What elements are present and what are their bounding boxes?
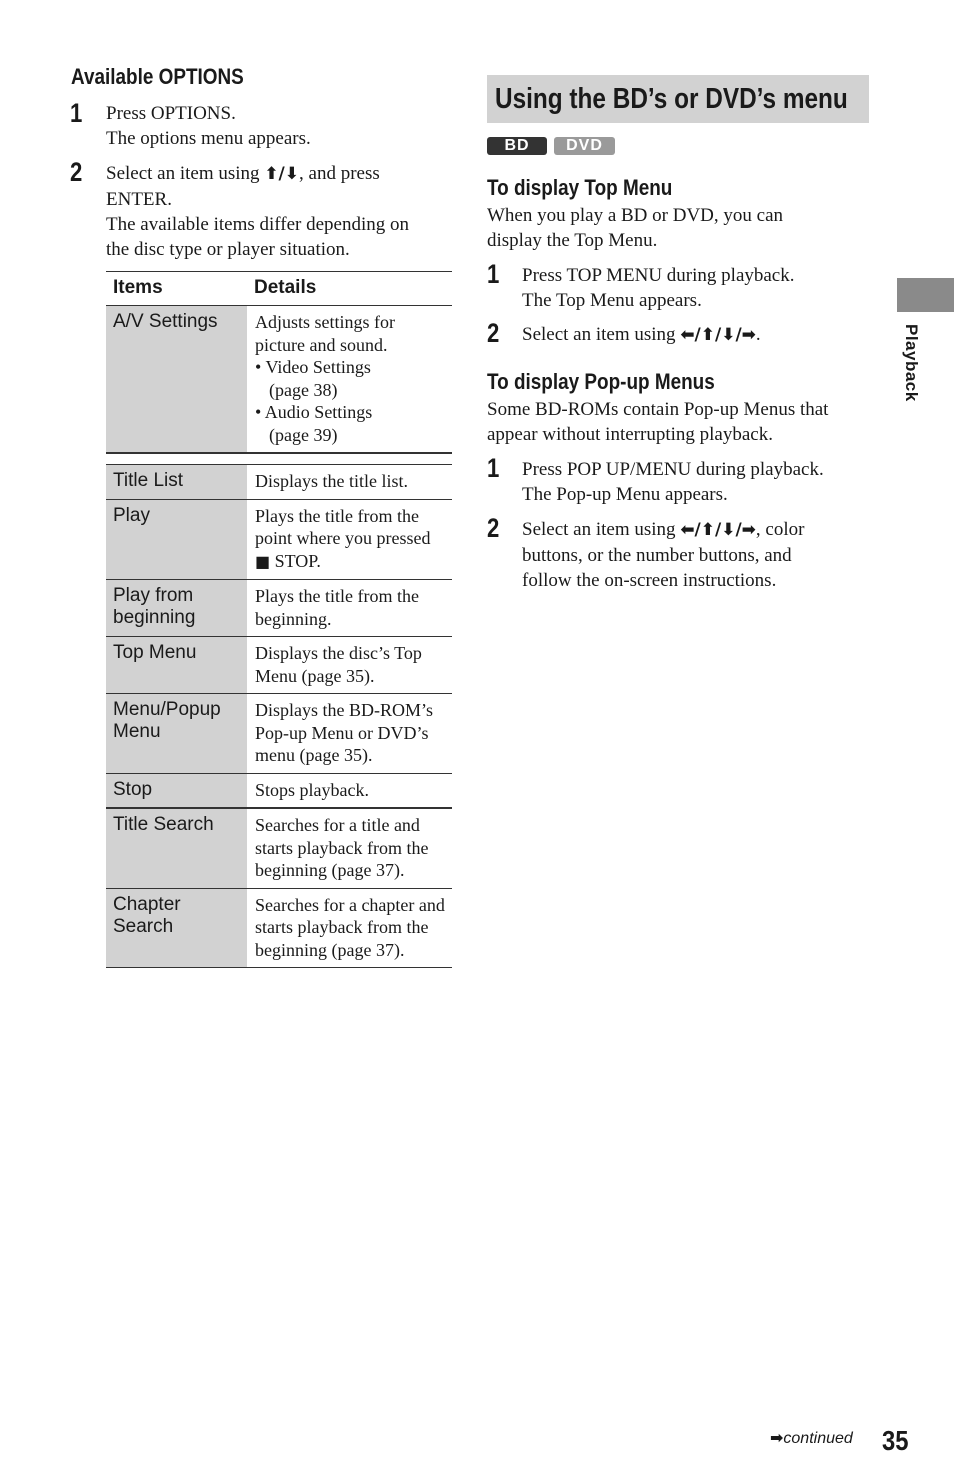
step-text: Select an item using ⬅/⬆/⬇/➡. — [522, 324, 761, 345]
step-text: Press TOP MENU during playback. The Top Menu appears. — [522, 265, 795, 311]
direction-arrows-icon: ⬅/⬆/⬇/➡ — [680, 325, 756, 345]
table-cell-item: A/V Settings — [106, 306, 247, 454]
header-details: Details — [247, 272, 452, 306]
table-cell-item: Menu/Popup Menu — [106, 694, 247, 774]
step-text: Select an item using ⬅/⬆/⬇/➡, color buttons, or the number buttons, and follow the on-screen instructions. — [522, 519, 805, 591]
table-row — [106, 465, 452, 500]
step-number: 1 — [487, 259, 500, 289]
table-cell-detail: Searches for a title and starts playback from the beginning (page 37). — [247, 808, 452, 888]
step-number: 1 — [487, 453, 500, 483]
table-cell-detail: Searches for a chapter and starts playback from the beginning (page 37). — [247, 888, 452, 968]
table-row — [106, 808, 452, 888]
table-cell-item: Title Search — [106, 808, 247, 888]
table-cell-item: Top Menu — [106, 637, 247, 694]
table-cell-detail: Displays the BD-ROM’s Pop-up Menu or DVD’s menu (page 35). — [247, 694, 452, 774]
table-cell-detail: Plays the title from the point where you pressed ■ STOP. — [247, 499, 452, 580]
step-text: Press OPTIONS. The options menu appears. — [106, 103, 311, 149]
direction-arrows-icon: ⬅/⬆/⬇/➡ — [680, 520, 756, 540]
stop-square-icon: ■ — [255, 551, 271, 571]
table-cell-detail: Displays the title list. — [247, 465, 452, 500]
badge-dvd: DVD — [554, 137, 615, 155]
table-cell-detail: Displays the disc’s Top Menu (page 35). — [247, 637, 452, 694]
table-spacer — [106, 453, 452, 465]
table-row — [106, 637, 452, 694]
up-down-arrows-icon: ⬆/⬇ — [264, 164, 300, 184]
table-row — [106, 580, 452, 637]
table-cell-item: Play from beginning — [106, 580, 247, 637]
side-tab-label: Playback — [902, 324, 921, 402]
header-items: Items — [106, 272, 247, 306]
section-heading-available-options: Available OPTIONS — [71, 64, 244, 89]
page-number: 35 — [882, 1425, 909, 1456]
step-number: 2 — [487, 513, 500, 543]
step-number: 2 — [70, 157, 83, 187]
continued-note: ➡continued — [770, 1428, 853, 1447]
table-row — [106, 694, 452, 774]
subheading-top-menu: To display Top Menu — [487, 175, 673, 200]
options-table — [106, 271, 452, 968]
table-cell-item: Play — [106, 499, 247, 580]
table-cell-item: Stop — [106, 773, 247, 808]
table-row — [106, 306, 452, 454]
table-row — [106, 499, 452, 580]
subheading-popup-menus: To display Pop-up Menus — [487, 369, 715, 394]
table-row — [106, 773, 452, 808]
step-number: 1 — [70, 98, 83, 128]
step-number: 2 — [487, 318, 500, 348]
badge-bd: BD — [487, 137, 547, 155]
table-cell-item: Title List — [106, 465, 247, 500]
table-row — [106, 888, 452, 968]
paragraph: When you play a BD or DVD, you can display the Top Menu. — [487, 205, 784, 251]
step-text: Press POP UP/MENU during playback. The Pop-up Menu appears. — [522, 459, 824, 505]
table-cell-detail: Adjusts settings for picture and sound. • Video Settings (page 38) • Audio Settings (page 39) — [247, 306, 452, 454]
step-text: Select an item using ⬆/⬇, and press ENTER. The available items differ depending on the disc type or player situation. — [106, 163, 410, 260]
arrow-right-icon: ➡ — [770, 1428, 784, 1447]
table-cell-detail: Stops playback. — [247, 773, 452, 808]
side-tab-marker — [897, 278, 954, 312]
table-cell-detail: Plays the title from the beginning. — [247, 580, 452, 637]
paragraph: Some BD-ROMs contain Pop-up Menus that appear without interrupting playback. — [487, 399, 829, 445]
table-cell-item: Chapter Search — [106, 888, 247, 968]
title-band — [487, 75, 869, 123]
section-title: Using the BD’s or DVD’s menu — [495, 83, 848, 115]
